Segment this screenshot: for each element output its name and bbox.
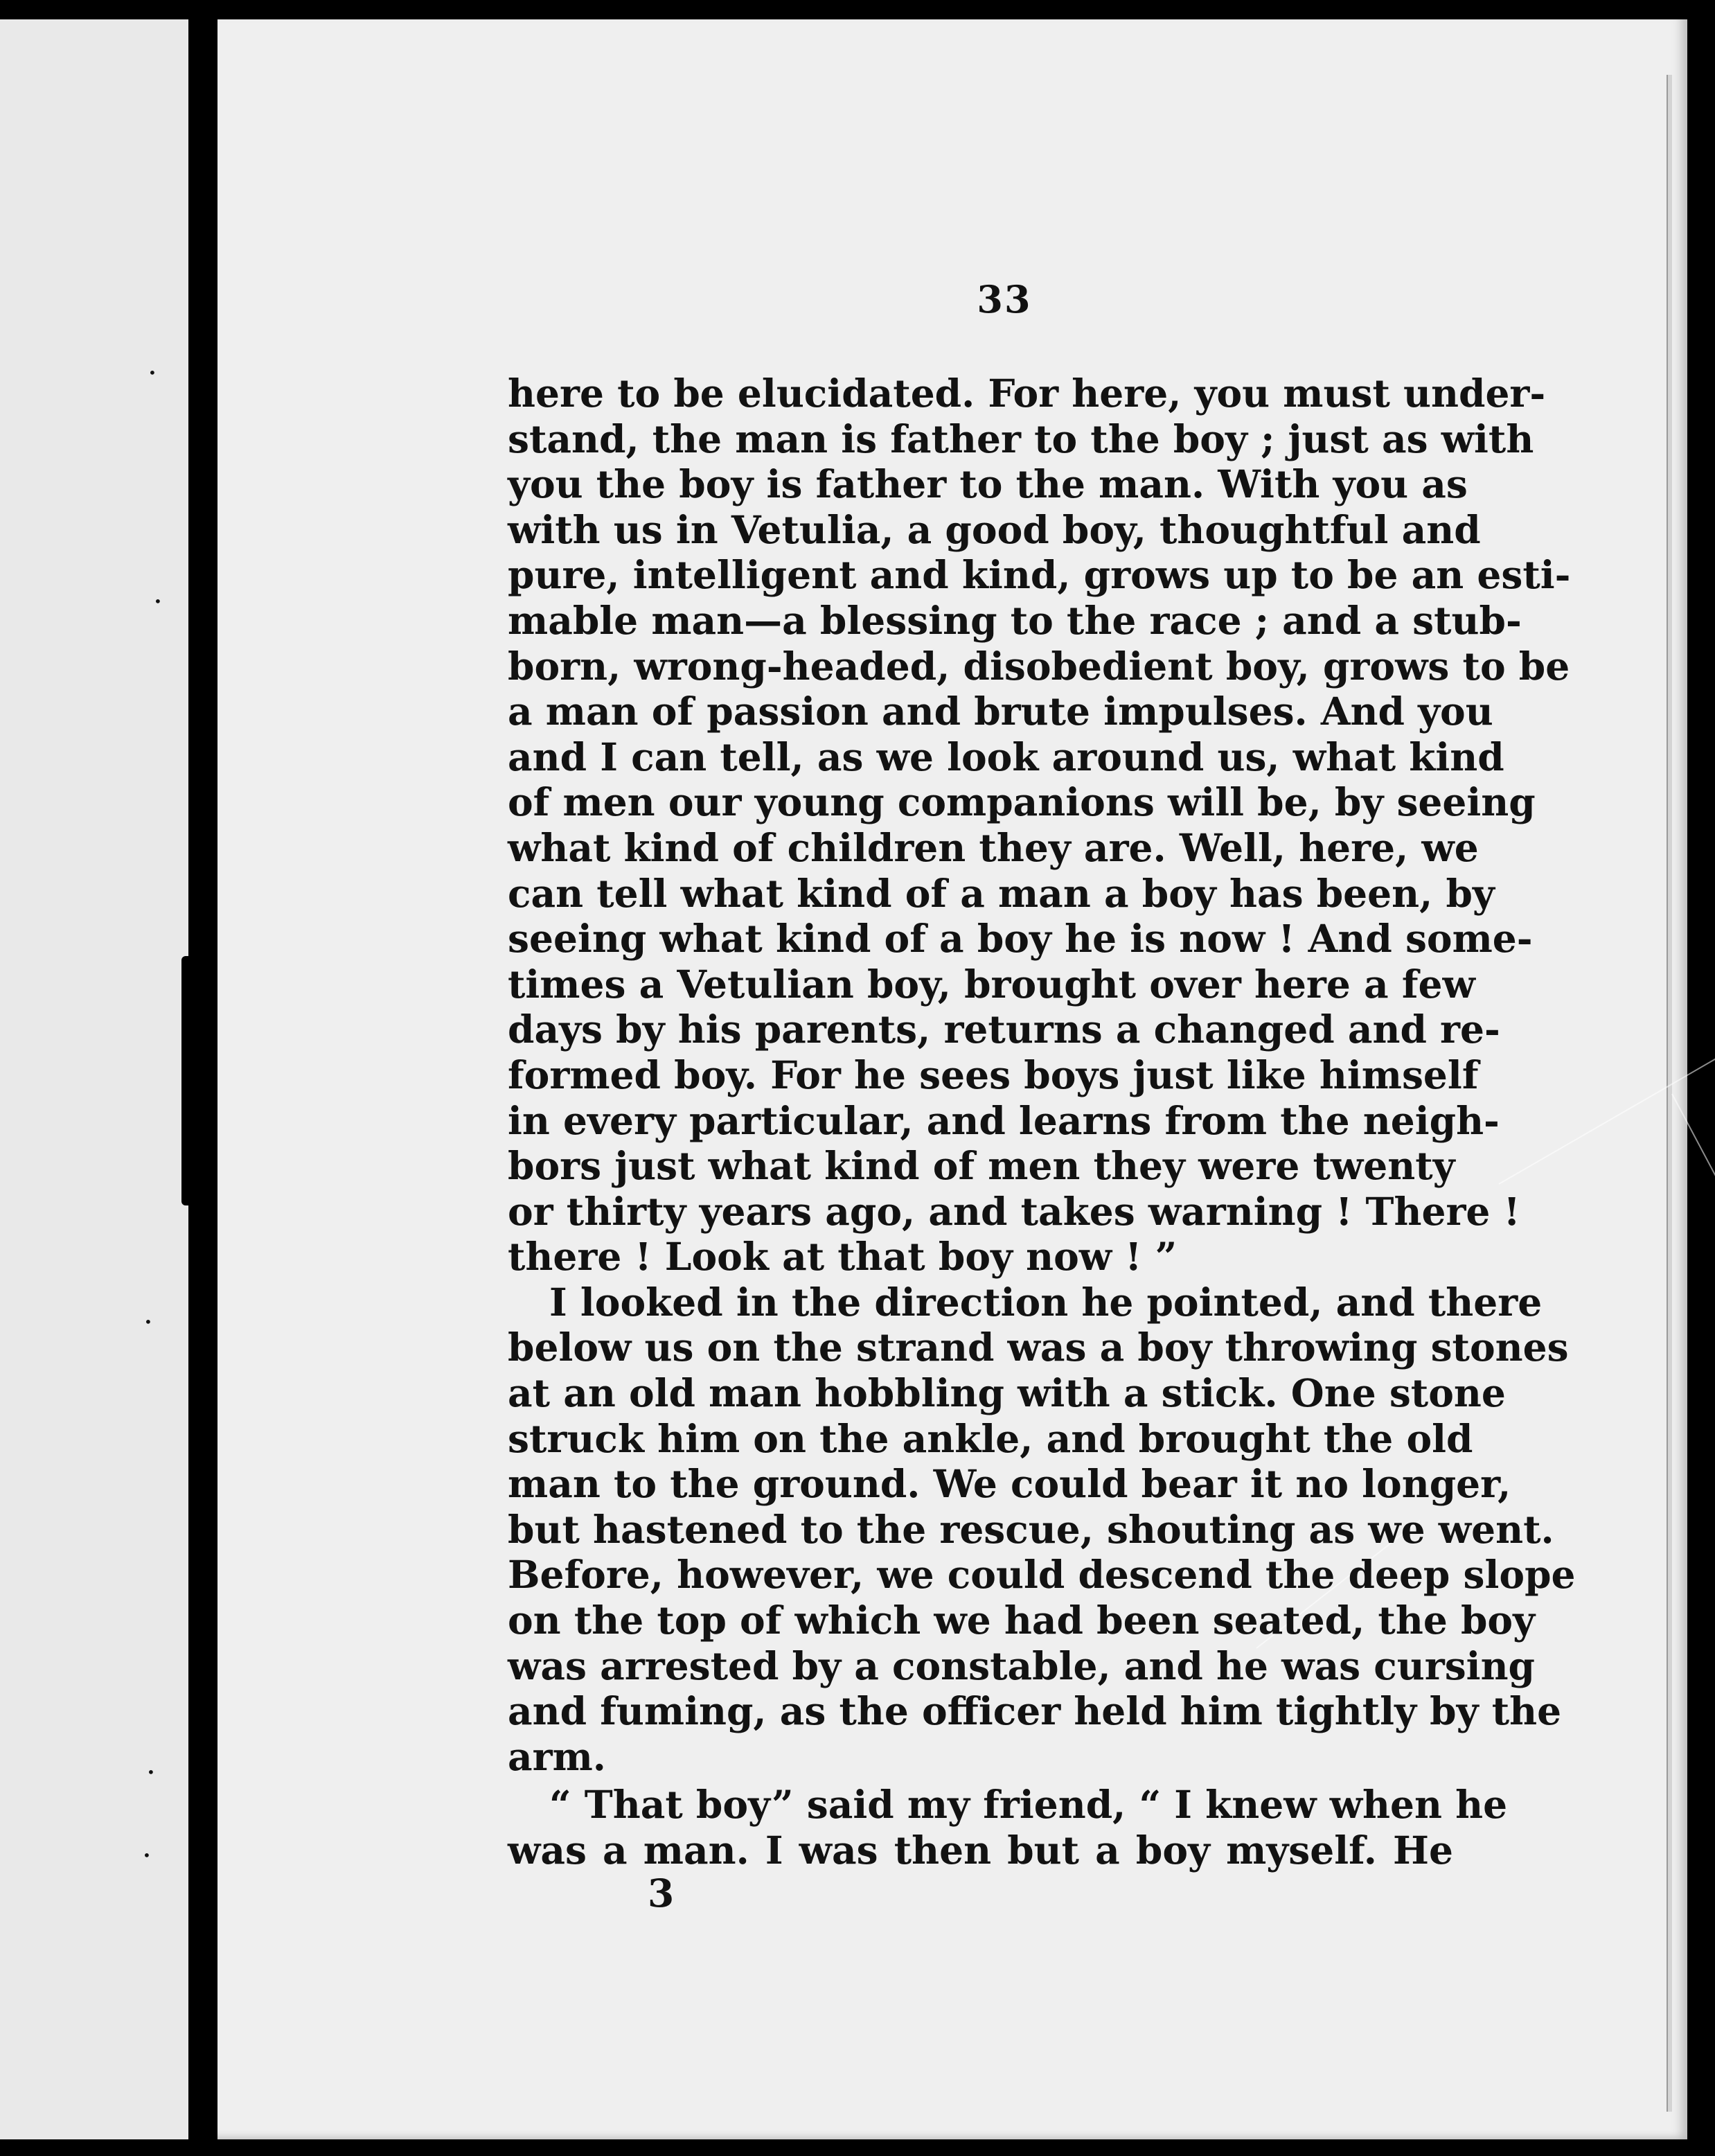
text-line: or thirty years ago, and takes warning ! There ! [508,1188,1520,1234]
text-line: here to be elucidated. For here, you must under- [508,371,1546,416]
text-line: you the boy is father to the man. With you as [508,461,1468,507]
text-line: was a man. I was then but a boy myself. He [508,1828,1453,1873]
text-line: struck him on the ankle, and brought the old [508,1415,1473,1461]
text-line: was arrested by a constable, and he was cursing [508,1643,1536,1688]
text-line: of men our young companions will be, by seeing [508,779,1536,825]
text-line: “ That boy” said my friend, “ I knew when he [549,1782,1508,1828]
text-line: but hastened to the rescue, shouting as we went. [508,1506,1554,1552]
film-scratch [1671,1094,1715,1242]
text-line: a man of passion and brute impulses. And you [508,689,1493,734]
page-number: 33 [977,277,1032,321]
ink-speck: • [147,1764,155,1781]
signature-mark: 3 [648,1871,675,1916]
text-line: what kind of children they are. Well, here, we [508,824,1479,870]
text-line: times a Vetulian boy, brought over here a few [508,961,1475,1007]
text-line: stand, the man is father to the boy ; just as with [508,416,1534,461]
text-line: formed boy. For he sees boys just like himself [508,1052,1479,1097]
text-line: seeing what kind of a boy he is now ! And some- [508,916,1533,962]
ink-speck: • [148,364,157,381]
ink-speck: • [154,593,162,610]
film-scratch [1499,1052,1715,1185]
page-edge [1667,75,1672,2112]
text-line: I looked in the direction he pointed, and there [549,1279,1543,1325]
text-line: arm. [508,1733,606,1779]
ink-speck: • [143,1847,151,1864]
text-line: mable man—a blessing to the race ; and a stub- [508,597,1522,643]
left-page-margin [0,19,191,2139]
text-line: at an old man hobbling with a stick. One stone [508,1370,1506,1416]
text-line: on the top of which we had been seated, the boy [508,1598,1536,1643]
text-line: in every particular, and learns from the neigh- [508,1097,1500,1143]
text-line: below us on the strand was a boy throwing stones [508,1325,1569,1370]
ink-speck: • [144,1314,152,1330]
book-spine [188,0,217,2156]
text-line: pure, intelligent and kind, grows up to be an esti- [508,552,1571,598]
text-line: and fuming, as the officer held him tightly by the [508,1688,1562,1734]
text-line: Before, however, we could descend the deep slope [508,1552,1576,1598]
text-line: and I can tell, as we look around us, what kind [508,734,1504,779]
text-line: days by his parents, returns a changed and re- [508,1007,1500,1052]
text-line: bors just what kind of men they were twenty [508,1143,1455,1189]
text-line: there ! Look at that boy now ! ” [508,1234,1178,1280]
text-line: born, wrong-headed, disobedient boy, grows to be [508,643,1570,689]
text-line: man to the ground. We could bear it no longer, [508,1461,1511,1507]
spine-binding [181,956,223,1205]
text-line: can tell what kind of a man a boy has been, by [508,870,1495,916]
text-line: with us in Vetulia, a good boy, thoughtful and [508,506,1481,552]
body-text [508,371,1576,1873]
